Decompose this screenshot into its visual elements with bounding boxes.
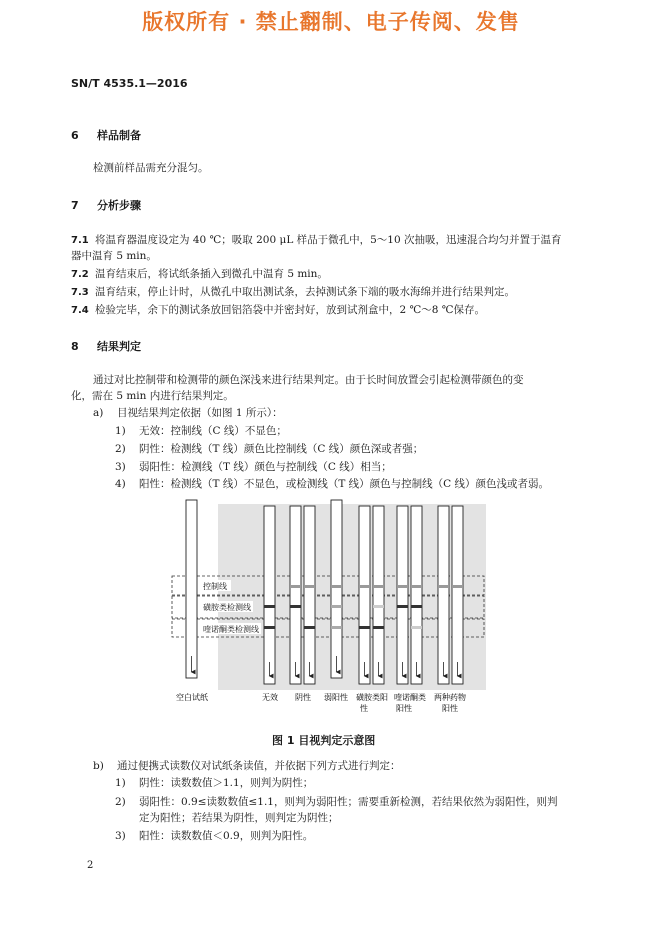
list-label: b) xyxy=(93,760,104,772)
list-a-item-2 xyxy=(115,442,423,456)
test-mark xyxy=(331,626,342,629)
section-8-heading xyxy=(71,338,141,354)
item-number: 4) xyxy=(115,478,126,490)
section-number: 8 xyxy=(71,340,79,353)
step-text: 温育结束后，将试纸条插入到微孔中温育 5 min。 xyxy=(95,268,328,280)
test-mark xyxy=(331,605,342,608)
band-label-sulfonamide: 磺胺类检测线 xyxy=(203,603,251,612)
section-8-intro-line-2: 化，需在 5 min 内进行结果判定。 xyxy=(71,390,234,402)
test-mark xyxy=(264,626,275,629)
section-7-heading xyxy=(71,197,141,213)
item-number: 3) xyxy=(115,830,126,842)
strip-quinolone-b xyxy=(411,506,422,684)
step-number: 7.3 xyxy=(71,287,89,298)
item-text: 弱阳性：检测线（T 线）颜色与控制线（C 线）相当； xyxy=(139,461,392,473)
test-mark xyxy=(397,605,408,608)
control-mark xyxy=(290,585,301,588)
list-b-item-3 xyxy=(115,829,313,843)
strip-sulfonamide-b xyxy=(373,506,384,684)
strip-label-negative: 阴性 xyxy=(295,693,311,702)
test-mark xyxy=(373,626,384,629)
strip-label-blank: 空白试纸 xyxy=(176,693,208,702)
section-number: 6 xyxy=(71,129,79,142)
control-mark xyxy=(397,585,408,588)
strip-label-weak-positive: 弱阳性 xyxy=(324,693,348,702)
item-text: 弱阳性：0.9≤读数数值≤1.1，则判为弱阳性；需要重新检测，若结果依然为弱阳性，则判 xyxy=(139,796,558,808)
figure-1-caption: 图 1 目视判定示意图 xyxy=(272,734,376,747)
strip-negative-b xyxy=(304,506,315,684)
strip-sulfonamide-a xyxy=(359,506,370,684)
step-text: 温育结束，停止计时，从微孔中取出测试条，去掉测试条下端的吸水海绵并进行结果判定。 xyxy=(95,286,515,298)
section-title: 结果判定 xyxy=(97,340,141,353)
band-label-control: 控制线 xyxy=(203,582,227,591)
item-text: 阴性：检测线（T 线）颜色比控制线（C 线）颜色深或者强； xyxy=(139,443,424,455)
step-number: 7.1 xyxy=(71,235,89,246)
test-mark xyxy=(359,626,370,629)
item-text: 阴性：读数数值＞1.1，则判为阴性； xyxy=(139,777,314,789)
test-mark xyxy=(411,605,422,608)
strip-quinolone-a xyxy=(397,506,408,684)
item-text: 阳性：检测线（T 线）不显色，或检测线（T 线）颜色与控制线（C 线）颜色浅或者弱。 xyxy=(139,478,550,490)
strip-label-invalid: 无效 xyxy=(262,693,278,702)
strip-label-both-line2: 阳性 xyxy=(442,704,458,713)
step-7-2 xyxy=(71,266,328,281)
item-number: 3) xyxy=(115,461,126,473)
control-mark xyxy=(331,585,342,588)
list-b-item-2-continuation: 定为阳性；若结果为阴性，则判定为阴性； xyxy=(139,812,339,824)
step-number: 7.2 xyxy=(71,269,89,280)
control-mark xyxy=(411,585,422,588)
section-8-intro-line-1: 通过对比控制带和检测带的颜色深浅来进行结果判定。由于长时间放置会引起检测带颜色的变 xyxy=(93,374,524,386)
step-number: 7.4 xyxy=(71,305,89,316)
list-a-item-1 xyxy=(115,424,287,438)
copyright-watermark: 版权所有 · 禁止翻制、电子传阅、发售 xyxy=(142,10,520,34)
strip-label-quinolone-line2: 阳性 xyxy=(396,704,412,713)
list-b-item-2 xyxy=(115,795,558,809)
control-mark xyxy=(359,585,370,588)
item-text: 无效：控制线（C 线）不显色； xyxy=(139,425,287,437)
list-text: 通过便携式读数仪对试纸条读值，并依据下列方式进行判定： xyxy=(117,760,401,772)
control-mark xyxy=(452,585,463,588)
step-text: 将温育器温度设定为 40 ℃；吸取 200 μL 样品于微孔中，5～10 次抽吸，迅速混合均匀并置于温育 xyxy=(95,234,562,246)
test-mark xyxy=(411,626,422,629)
section-title: 分析步骤 xyxy=(97,199,141,212)
control-mark xyxy=(373,585,384,588)
figure-1-strip-diagram xyxy=(168,496,488,718)
strip-both-a xyxy=(438,506,449,684)
step-7-4 xyxy=(71,302,485,317)
control-mark xyxy=(438,585,449,588)
test-mark xyxy=(264,605,275,608)
section-number: 7 xyxy=(71,199,79,212)
list-b-heading xyxy=(93,759,401,773)
strip-label-both-line1: 两种药物 xyxy=(434,693,466,702)
list-a-heading xyxy=(93,406,283,420)
test-mark xyxy=(373,605,384,608)
control-mark xyxy=(304,585,315,588)
item-number: 2) xyxy=(115,796,126,808)
strip-negative-a xyxy=(290,506,301,684)
page-number: 2 xyxy=(87,860,94,871)
list-a-item-4 xyxy=(115,477,549,491)
list-b-item-1 xyxy=(115,776,313,790)
strip-label-sulfonamide-line1: 磺胺类阳 xyxy=(356,693,388,702)
strip-label-quinolone-line1: 喹诺酮类 xyxy=(394,693,426,702)
test-mark xyxy=(290,605,301,608)
test-mark xyxy=(304,626,315,629)
section-6-body: 检测前样品需充分混匀。 xyxy=(93,162,209,174)
step-7-3 xyxy=(71,284,515,299)
strip-invalid xyxy=(264,506,275,684)
section-title: 样品制备 xyxy=(97,129,141,142)
item-text: 阳性：读数数值＜0.9，则判为阳性。 xyxy=(139,830,314,842)
list-text: 目视结果判定依据（如图 1 所示）： xyxy=(117,407,283,419)
item-number: 2) xyxy=(115,443,126,455)
strip-both-b xyxy=(452,506,463,684)
step-7-1-continuation: 器中温育 5 min。 xyxy=(71,250,157,262)
strip-weak-positive xyxy=(331,500,342,678)
list-label: a) xyxy=(93,407,104,419)
item-number: 1) xyxy=(115,777,126,789)
document-code: SN/T 4535.1—2016 xyxy=(71,77,188,90)
item-number: 1) xyxy=(115,425,126,437)
section-6-heading xyxy=(71,127,141,143)
band-label-quinolone: 喹诺酮类检测线 xyxy=(203,625,259,634)
strip-label-sulfonamide-line2: 性 xyxy=(360,704,368,713)
list-a-item-3 xyxy=(115,460,392,474)
step-text: 检验完毕，余下的测试条放回铝箔袋中并密封好，放到试剂盒中，2 ℃～8 ℃保存。 xyxy=(95,304,486,316)
step-7-1 xyxy=(71,232,562,247)
blank-strip xyxy=(186,500,197,678)
